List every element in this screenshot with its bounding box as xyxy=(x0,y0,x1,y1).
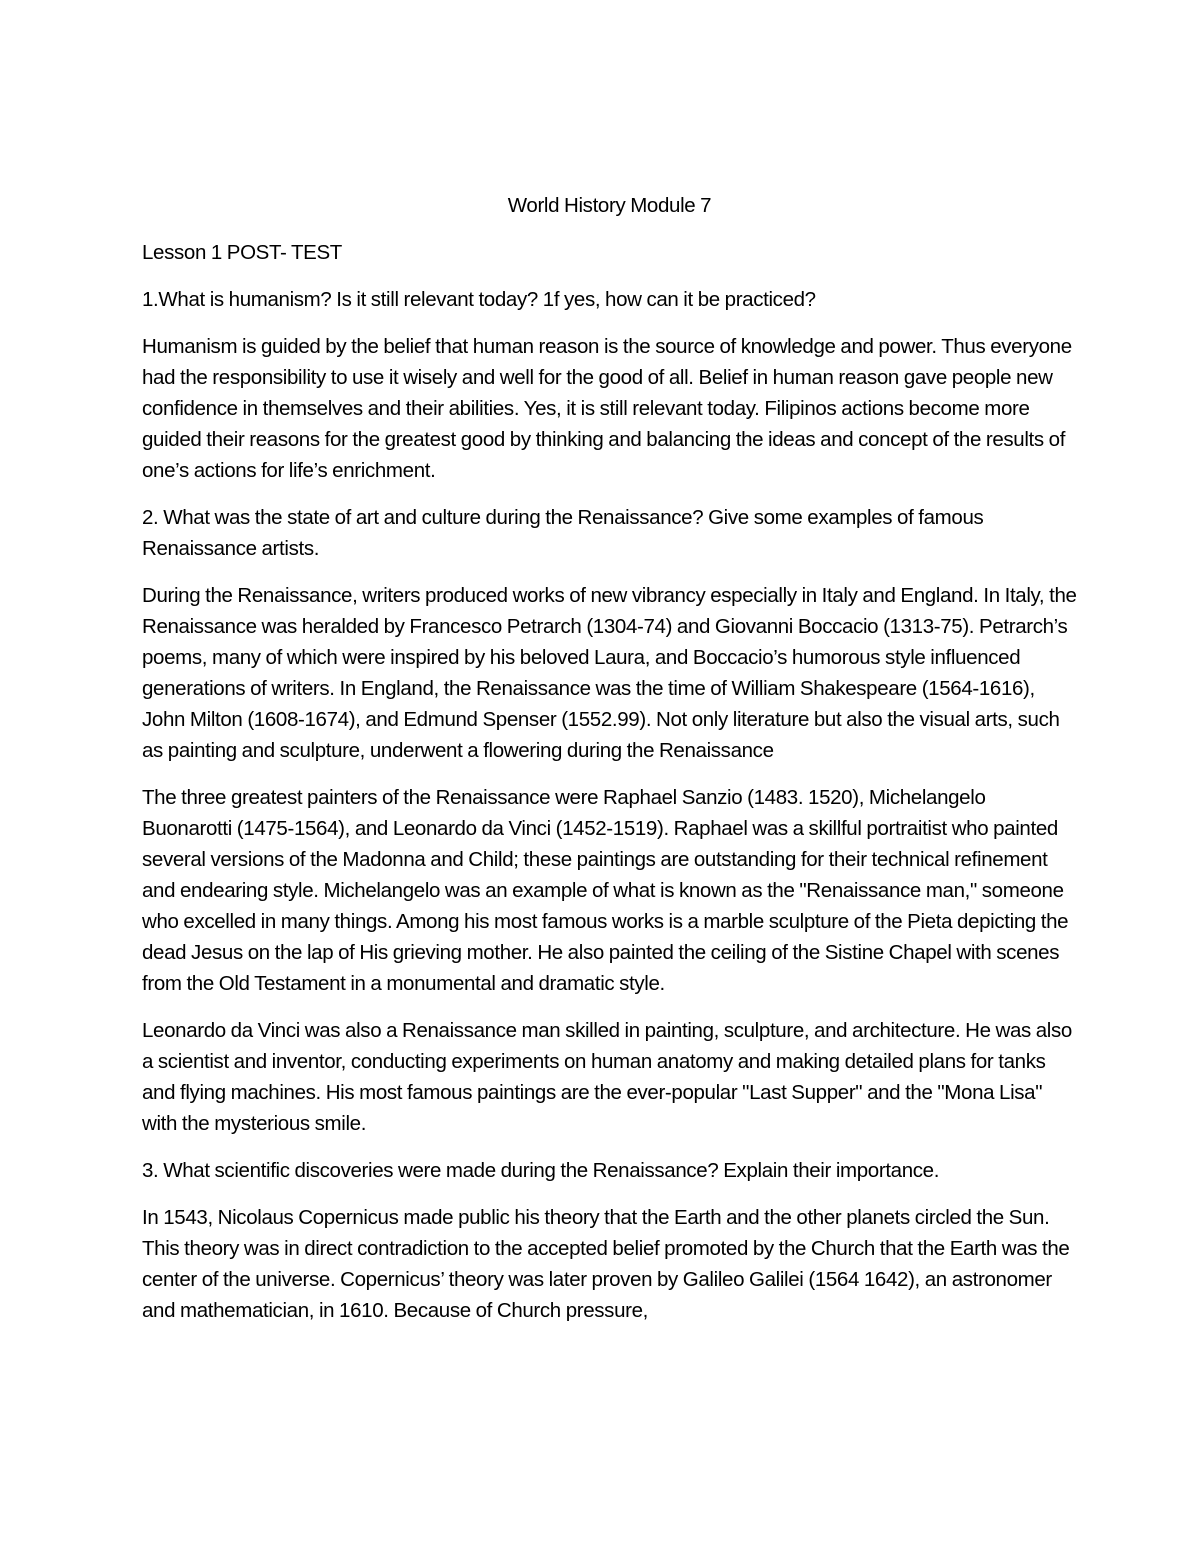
document-page xyxy=(142,190,1077,1342)
answer-3-paragraph-1: In 1543, Nicolaus Copernicus made public his theory that the Earth and the other planets circled the Sun. This theory was in direct contradiction to the accepted belief promoted by the Church that the Earth was the center of the universe. Copernicus’ theory was later proven by Galileo Galilei (1564 1642), an astronomer and mathematician, in 1610. Because of Church pressure, xyxy=(142,1206,1070,1322)
answer-2-paragraph-1: During the Renaissance, writers produced works of new vibrancy especially in Italy and England. In Italy, the Renaissance was heralded by Francesco Petrarch (1304-74) and Giovanni Boccacio (1313-75). Petrarch’s poems, many of which were inspired by his beloved Laura, and Boccacio’s humorous style influenced generations of writers. In England, the Renaissance was the time of William Shakespeare (1564-1616), John Milton (1608-1674), and Edmund Spenser (1552.99). Not only literature but also the visual arts, such as painting and sculpture, underwent a flowering during the Renaissance xyxy=(142,584,1077,762)
question-2: 2. What was the state of art and culture during the Renaissance? Give some examples of famous Renaissance artists. xyxy=(142,506,984,560)
question-3: 3. What scientific discoveries were made during the Renaissance? Explain their importance. xyxy=(142,1159,940,1182)
answer-2-paragraph-2: The three greatest painters of the Renaissance were Raphael Sanzio (1483. 1520), Michelangelo Buonarotti (1475-1564), and Leonardo da Vinci (1452-1519). Raphael was a skillful portraitist who painted several versions of the Madonna and Child; these paintings are outstanding for their technical refinement and endearing style. Michelangelo was an example of what is known as the "Renaissance man," someone who excelled in many things. Among his most famous works is a marble sculpture of the Pieta depicting the dead Jesus on the lap of His grieving mother. He also painted the ceiling of the Sistine Chapel with scenes from the Old Testament in a monumental and dramatic style. xyxy=(142,786,1069,995)
lesson-heading: Lesson 1 POST- TEST xyxy=(142,241,342,264)
answer-1-paragraph-1: Humanism is guided by the belief that human reason is the source of knowledge and power. Thus everyone had the responsibility to use it wisely and well for the good of all. Belief in human reason gave people new confidence in themselves and their abilities. Yes, it is still relevant today. Filipinos actions become more guided their reasons for the greatest good by thinking and balancing the ideas and concept of the results of one’s actions for life’s enrichment. xyxy=(142,335,1072,482)
document-title: World History Module 7 xyxy=(507,194,712,217)
answer-2-paragraph-3: Leonardo da Vinci was also a Renaissance man skilled in painting, sculpture, and architecture. He was also a scientist and inventor, conducting experiments on human anatomy and making detailed plans for tanks and flying machines. His most famous paintings are the ever-popular "Last Supper" and the "Mona Lisa" with the mysterious smile. xyxy=(142,1019,1072,1135)
question-1: 1.What is humanism? Is it still relevant today? 1f yes, how can it be practiced? xyxy=(142,288,816,311)
